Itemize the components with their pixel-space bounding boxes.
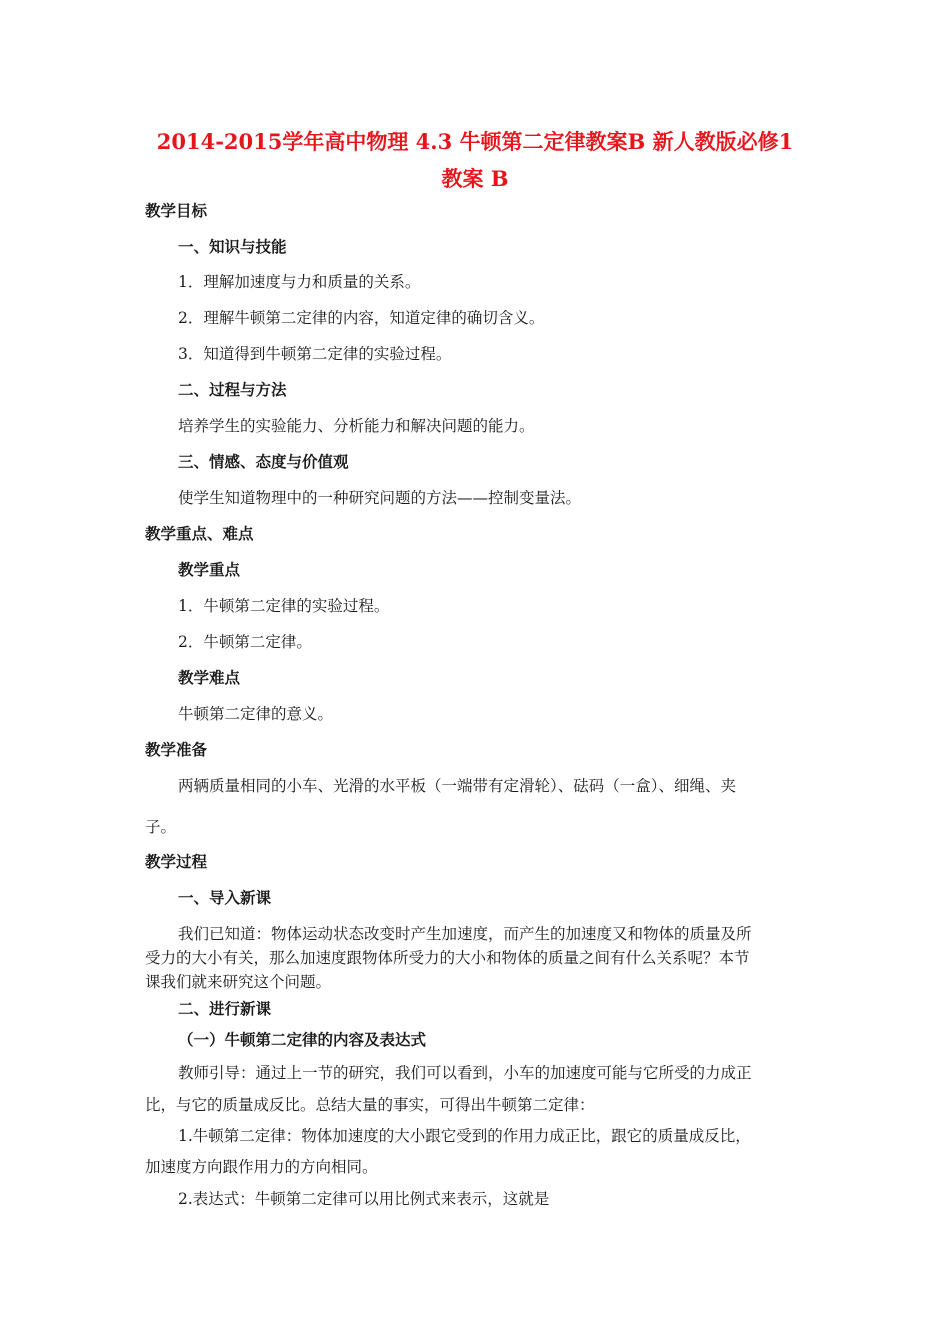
paragraph: 使学生知道物理中的一种研究问题的方法——控制变量法。 (178, 489, 582, 507)
paragraph: 我们已知道：物体运动状态改变时产生加速度，而产生的加速度又和物体的质量及所 (178, 925, 752, 943)
paragraph: 培养学生的实验能力、分析能力和解决问题的能力。 (178, 417, 535, 435)
document-title-line-2: 教案 B (441, 166, 509, 191)
subsection-heading: 二、过程与方法 (178, 380, 287, 399)
paragraph: 1．牛顿第二定律的实验过程。 (178, 597, 390, 615)
paragraph-continuation: 课我们就来研究这个问题。 (145, 973, 332, 991)
paragraph: 两辆质量相同的小车、光滑的水平板（一端带有定滑轮）、砝码（一盒）、细绳、夹 (178, 777, 737, 795)
section-heading: 教学重点、难点 (145, 524, 254, 543)
subsection-heading: 一、知识与技能 (178, 237, 287, 256)
paragraph: 1.牛顿第二定律：物体加速度的大小跟它受到的作用力成正比，跟它的质量成反比， (178, 1127, 751, 1145)
section-heading: 教学目标 (145, 201, 208, 220)
paragraph: 2．理解牛顿第二定律的内容，知道定律的确切含义。 (178, 309, 545, 327)
paragraph: 3．知道得到牛顿第二定律的实验过程。 (178, 345, 452, 363)
paragraph: 2.表达式：牛顿第二定律可以用比例式来表示，这就是 (178, 1190, 550, 1208)
subsection-heading: 二、进行新课 (178, 999, 272, 1018)
paragraph: 牛顿第二定律的意义。 (178, 705, 334, 723)
paragraph: 2．牛顿第二定律。 (178, 633, 312, 651)
section-heading: 教学准备 (145, 740, 208, 759)
paragraph-continuation: 加速度方向跟作用力的方向相同。 (145, 1158, 378, 1176)
subsection-heading: 教学重点 (178, 560, 241, 579)
paragraph-continuation: 子。 (145, 818, 177, 836)
subsection-heading: 三、情感、态度与价值观 (178, 452, 349, 471)
subsection-heading: （一）牛顿第二定律的内容及表达式 (178, 1030, 427, 1049)
paragraph: 1．理解加速度与力和质量的关系。 (178, 273, 421, 291)
subsection-heading: 一、导入新课 (178, 888, 272, 907)
paragraph-continuation: 比，与它的质量成反比。总结大量的事实，可得出牛顿第二定律： (145, 1096, 595, 1114)
paragraph-continuation: 受力的大小有关，那么加速度跟物体所受力的大小和物体的质量之间有什么关系呢？本节 (145, 949, 750, 967)
paragraph: 教师引导：通过上一节的研究，我们可以看到，小车的加速度可能与它所受的力成正 (178, 1064, 752, 1082)
document-title-line-1: 2014-2015学年高中物理 4.3 牛顿第二定律教案B 新人教版必修1 (156, 129, 794, 154)
section-heading: 教学过程 (145, 852, 208, 871)
subsection-heading: 教学难点 (178, 668, 241, 687)
